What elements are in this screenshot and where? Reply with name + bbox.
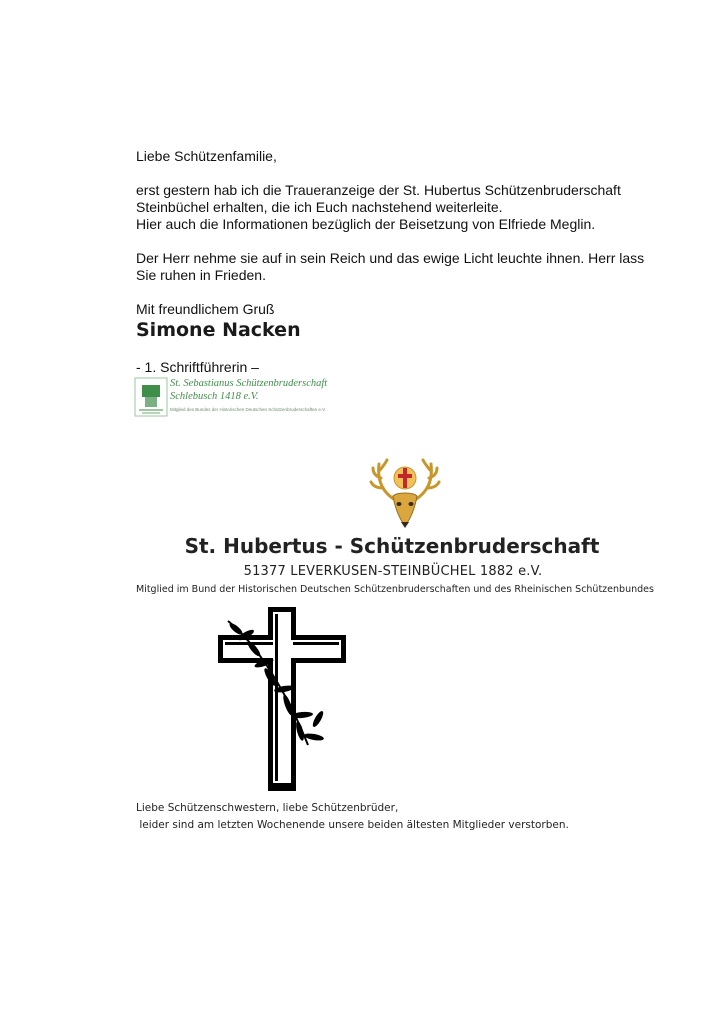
greeting: Liebe Schützenfamilie, [136,148,277,164]
letter-paragraph-1 [136,182,696,233]
memorial-cross-icon [218,605,348,795]
organization-address: 51377 LEVERKUSEN-STEINBÜCHEL 1882 e.V. [243,564,543,579]
sebastianus-logo [132,374,332,422]
paragraph-line: erst gestern hab ich die Traueranzeige der St. Hubertus Schützenbruderschaft [136,182,621,198]
paragraph-line: Steinbüchel erhalten, die ich Euch nachstehend weiterleite. [136,199,503,215]
paragraph-line: Der Herr nehme sie auf in sein Reich und das ewige Licht leuchte ihnen. Herr lass [136,250,645,266]
letter-paragraph-2 [136,250,696,284]
letter-body [136,148,696,393]
condolence-message: leider sind am letzten Wochenende unsere beiden ältesten Mitglieder verstorben. [136,819,569,831]
condolence-salutation: Liebe Schützenschwestern, liebe Schützenbrüder, [136,802,399,814]
signature-role: - 1. Schriftführerin – [136,359,259,375]
paragraph-line: Hier auch die Informationen bezüglich der Beisetzung von Elfriede Meglin. [136,216,596,232]
closing: Mit freundlichem Gruß [136,301,275,317]
logo-line-1: St. Sebastianus Schützenbruderschaft [170,378,328,389]
paragraph-line: Sie ruhen in Frieden. [136,267,266,283]
organization-title: St. Hubertus - Schützenbruderschaft [184,534,600,558]
club-emblem-icon [134,377,168,417]
organization-membership: Mitglied im Bund der Historischen Deutschen Schützenbruderschaften und des Rheinischen Schützenbundes [136,584,654,595]
stag-crest-icon [369,456,441,532]
logo-line-2: Schlebusch 1418 e.V. [170,391,259,402]
condolence-text [136,800,696,834]
signature-name: Simone Nacken [136,319,301,341]
logo-line-3: Mitglied des Bundes der Historischen Deutschen Schützenbruderschaften e.V. [170,407,326,412]
